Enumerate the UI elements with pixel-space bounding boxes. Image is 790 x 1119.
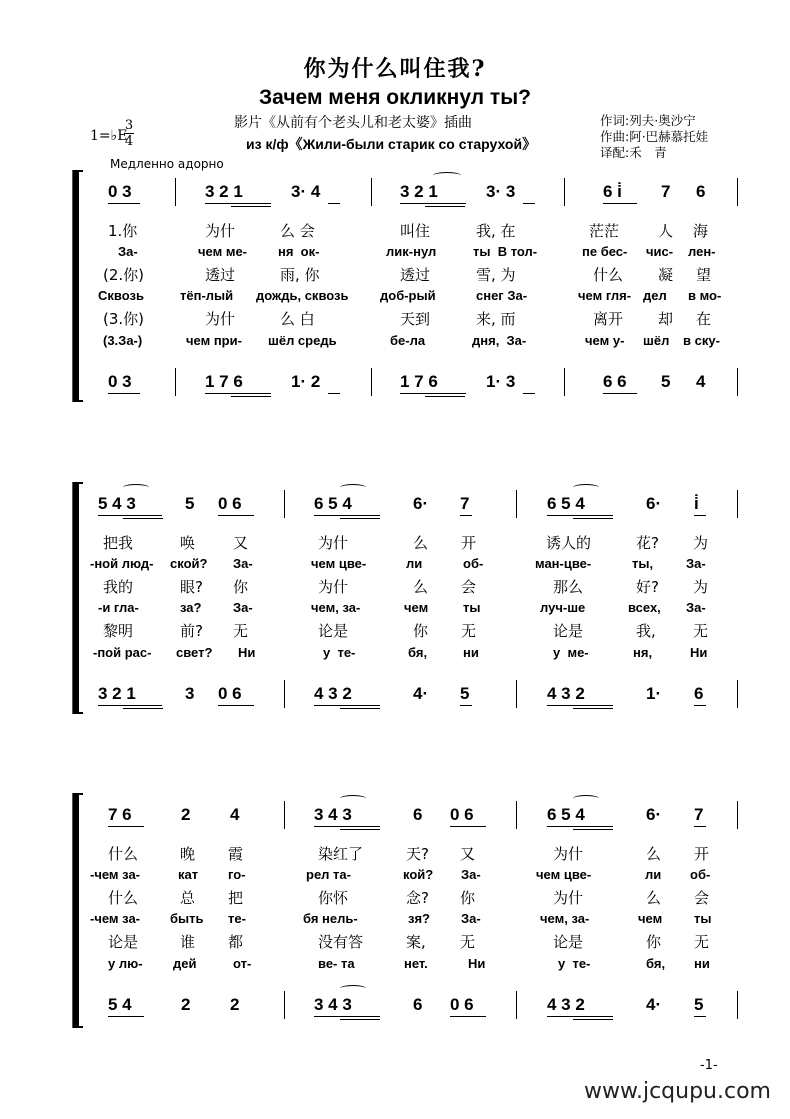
lyric: пе бес-: [582, 244, 628, 259]
lyric: нет.: [404, 956, 428, 971]
lyric: дей: [173, 956, 197, 971]
lyric: Ни: [690, 645, 708, 660]
song-title-chinese: 你为什么叫住我?: [303, 56, 487, 82]
lyric: 为什: [318, 534, 349, 552]
note: 2: [181, 995, 191, 1014]
lyric: 为: [693, 578, 709, 596]
lyric: 无: [233, 622, 249, 640]
lyric: 又: [460, 845, 476, 863]
lyric: 你: [233, 578, 249, 596]
lyric: За-: [233, 600, 253, 615]
lyric: 为: [693, 534, 709, 552]
note: 6: [696, 182, 706, 201]
lyric: 都: [228, 933, 244, 951]
lyric: 论是: [553, 933, 584, 951]
lyric: 天?: [406, 845, 429, 863]
note-group: 1· 3: [486, 372, 516, 391]
staff-system-1: [68, 170, 740, 405]
note: 4·: [646, 995, 662, 1014]
lyric: 没有答: [318, 933, 364, 951]
lyric: 那么: [553, 578, 584, 596]
note-group: 6 5 4: [547, 494, 585, 513]
lyric: 离开: [593, 310, 624, 328]
note-group: 4 3 2: [547, 684, 585, 703]
lyric: ты: [694, 911, 712, 926]
composer-credit: 作曲:阿·巴赫慕托娃: [600, 129, 709, 144]
lyric: 你怀: [318, 889, 349, 907]
lyric: 前?: [180, 622, 203, 640]
lyric: 望: [696, 266, 712, 284]
note: 5: [460, 684, 470, 703]
lyric: -и гла-: [98, 600, 139, 615]
note: 7: [661, 182, 671, 201]
time-signature: 3 4: [124, 118, 134, 149]
lyric: -чем за-: [90, 867, 141, 882]
lyric: чем, за-: [311, 600, 361, 615]
lyric: ман-цве-: [535, 556, 592, 571]
lyric: кат: [178, 867, 199, 882]
lyric: 论是: [553, 622, 584, 640]
lyric: 案,: [406, 933, 426, 951]
lyric: -ной люд-: [90, 556, 154, 571]
note: 6: [413, 995, 423, 1014]
lyric: 天到: [400, 310, 431, 328]
note: i̇: [694, 494, 699, 513]
lyric: 你: [460, 889, 476, 907]
lyric: об-: [463, 556, 484, 571]
lyric: от-: [233, 956, 252, 971]
lyric: 你: [646, 933, 662, 951]
staff-system-2: [68, 482, 740, 717]
note-group: 3 2 1: [98, 684, 136, 703]
lyric: 雨, 你: [280, 266, 320, 284]
note-group: 7 6: [108, 805, 132, 824]
lyric: -чем за-: [90, 911, 141, 926]
lyric: 诱人的: [546, 534, 592, 552]
lyric: Сквозь: [98, 288, 144, 303]
lyric: 无: [460, 933, 476, 951]
lyric: 论是: [318, 622, 349, 640]
note-group: 3 2 1: [205, 182, 243, 201]
lyric: чем цве-: [536, 867, 592, 882]
lyric: у те-: [323, 645, 356, 660]
lyric: в ску-: [683, 333, 720, 348]
lyric: 为什: [205, 222, 236, 240]
lyric: За-: [461, 911, 481, 926]
note: 4: [696, 372, 706, 391]
lyric: 无: [693, 622, 709, 640]
film-subtitle-chinese: 影片《从前有个老头儿和老太婆》插曲: [234, 115, 472, 131]
lyric: 开: [694, 845, 710, 863]
lyric: бе-ла: [390, 333, 426, 348]
lyric: 把: [228, 889, 244, 907]
lyric: 凝: [658, 266, 674, 284]
note: 4: [230, 805, 240, 824]
note: 2: [181, 805, 191, 824]
lyric: 会: [461, 578, 477, 596]
lyric: чем у-: [585, 333, 625, 348]
lyric: 无: [694, 933, 710, 951]
lyric: ни: [694, 956, 710, 971]
lyric: 开: [461, 534, 477, 552]
lyric: 雪, 为: [476, 266, 516, 284]
note-group: 0 6: [218, 684, 242, 703]
note: 5: [185, 494, 195, 513]
lyric: 什么: [108, 889, 139, 907]
note-group: 6 5 4: [547, 805, 585, 824]
song-title-russian: Зачем меня окликнул ты?: [259, 86, 531, 109]
lyric: луч-ше: [540, 600, 586, 615]
lyric: ня ок-: [278, 244, 320, 259]
note: 2: [230, 995, 240, 1014]
note-group: 1 7 6: [205, 372, 243, 391]
note-group: 0 6: [450, 995, 474, 1014]
lyric: 论是: [108, 933, 139, 951]
key-signature: 1=♭E: [90, 128, 128, 144]
tempo-marking: Медленно адорно: [110, 157, 224, 171]
lyric: го-: [228, 867, 246, 882]
note-group: 6 i̇: [603, 182, 622, 201]
lyric: (2.你): [103, 266, 145, 284]
lyric: 在: [696, 310, 712, 328]
lyric: 无: [461, 622, 477, 640]
lyric: чем: [404, 600, 429, 615]
lyric: рел та-: [306, 867, 351, 882]
lyric: 谁: [180, 933, 196, 951]
lyric: у лю-: [108, 956, 143, 971]
lyric: 人: [658, 222, 674, 240]
lyric: чем: [638, 911, 663, 926]
lyric: ня,: [633, 645, 653, 660]
note-group: 3· 4: [291, 182, 321, 201]
lyric: 我,: [636, 622, 656, 640]
lyric: Ни: [238, 645, 256, 660]
lyric: 我的: [103, 578, 134, 596]
lyric: быть: [170, 911, 204, 926]
lyric: ли: [406, 556, 423, 571]
lyric: 1.你: [108, 222, 138, 240]
lyric: тёп-лый: [180, 288, 234, 303]
lyric: чем при-: [186, 333, 242, 348]
lyric: за?: [180, 600, 202, 615]
lyric: 么: [646, 845, 662, 863]
system-bracket: [72, 482, 79, 714]
staff-system-3: [68, 793, 740, 1031]
note-group: 3 2 1: [400, 182, 438, 201]
lyric: ской?: [170, 556, 208, 571]
lyric: 什么: [108, 845, 139, 863]
lyric: чем цве-: [311, 556, 367, 571]
lyric: бя,: [408, 645, 428, 660]
lyric: ве- та: [318, 956, 355, 971]
lyric: снег За-: [476, 288, 528, 303]
lyric: всех,: [628, 600, 661, 615]
note-group: 4 3 2: [314, 684, 352, 703]
note: 4·: [413, 684, 429, 703]
lyric: 么 会: [280, 222, 315, 240]
lyric: 眼?: [180, 578, 203, 596]
lyric: 染红了: [318, 845, 364, 863]
note: 5: [661, 372, 671, 391]
lyric: доб-рый: [380, 288, 436, 303]
lyric: ты: [463, 600, 481, 615]
credits: [600, 113, 708, 161]
lyric: 透过: [400, 266, 431, 284]
lyric: 为什: [318, 578, 349, 596]
lyric: 么 白: [280, 310, 315, 328]
note-group: 5 4 3: [98, 494, 136, 513]
note-group: 1 7 6: [400, 372, 438, 391]
lyric: ли: [645, 867, 662, 882]
note-group: 0 6: [218, 494, 242, 513]
lyric: 黎明: [103, 622, 134, 640]
lyric: об-: [690, 867, 711, 882]
lyric: ты В тол-: [473, 244, 538, 259]
lyricist-credit: 作词:列夫·奥沙宁: [600, 113, 696, 128]
lyric: шёл средь: [268, 333, 337, 348]
film-subtitle-russian: из к/ф《Жили-были старик со старухой》: [246, 136, 537, 152]
lyric: 把我: [103, 534, 134, 552]
lyric: 又: [233, 534, 249, 552]
note-group: 5 4: [108, 995, 132, 1014]
lyric: Ни: [468, 956, 486, 971]
lyric: ты,: [632, 556, 654, 571]
lyric: 却: [658, 310, 674, 328]
note: 3: [185, 684, 195, 703]
note-group: 3 4 3: [314, 805, 352, 824]
note-group: 4 3 2: [547, 995, 585, 1014]
lyric: 什么: [593, 266, 624, 284]
lyric: 念?: [406, 889, 429, 907]
note: 7: [460, 494, 470, 513]
lyric: 你: [413, 622, 429, 640]
lyric: 花?: [636, 534, 659, 552]
lyric: 我, 在: [476, 222, 516, 240]
note-group: 3 4 3: [314, 995, 352, 1014]
lyric: в мо-: [688, 288, 722, 303]
system-bracket: [72, 170, 79, 402]
lyric: 晚: [180, 845, 196, 863]
lyric: За-: [686, 556, 706, 571]
note: 6: [694, 684, 704, 703]
lyric: За-: [686, 600, 706, 615]
translator-credit: 译配:禾 青: [600, 145, 667, 160]
lyric: 么: [413, 578, 429, 596]
lyric: 么: [646, 889, 662, 907]
lyric: кой?: [403, 867, 434, 882]
lyric: дел: [643, 288, 667, 303]
watermark-site: www.jcqupu.com: [584, 1079, 771, 1104]
note: 6: [413, 805, 423, 824]
lyric: 总: [180, 889, 196, 907]
system-bracket: [72, 793, 79, 1028]
lyric: 么: [413, 534, 429, 552]
lyric: -пой рас-: [93, 645, 152, 660]
lyric: лен-: [688, 244, 716, 259]
lyric: бя,: [646, 956, 666, 971]
lyric: у те-: [558, 956, 591, 971]
lyric: (3.За-): [103, 333, 143, 348]
note-group: 6 5 4: [314, 494, 352, 513]
lyric: 为什: [205, 310, 236, 328]
lyric: зя?: [408, 911, 430, 926]
lyric: 唤: [180, 534, 196, 552]
lyric: 透过: [205, 266, 236, 284]
lyric: у ме-: [553, 645, 589, 660]
note-group: 1· 2: [291, 372, 321, 391]
lyric: (3.你): [103, 310, 145, 328]
lyric: шёл: [643, 333, 670, 348]
lyric: 叫住: [400, 222, 431, 240]
lyric: дождь, сквозь: [256, 288, 349, 303]
note-group: 6 6: [603, 372, 627, 391]
lyric: лик-нул: [386, 244, 437, 259]
lyric: 会: [694, 889, 710, 907]
lyric: 海: [693, 222, 709, 240]
lyric: чем ме-: [198, 244, 248, 259]
lyric: 好?: [636, 578, 659, 596]
lyric: дня, За-: [472, 333, 527, 348]
lyric: За-: [233, 556, 253, 571]
lyric: чем, за-: [540, 911, 590, 926]
lyric: За-: [461, 867, 481, 882]
note-group: 0 6: [450, 805, 474, 824]
lyric: те-: [228, 911, 246, 926]
lyric: свет?: [176, 645, 213, 660]
note: 6·: [646, 494, 662, 513]
note: 6·: [646, 805, 662, 824]
note-group: 0 3: [108, 182, 132, 201]
page-number: -1-: [700, 1058, 718, 1073]
lyric: 霞: [228, 845, 244, 863]
lyric: 茫茫: [589, 222, 620, 240]
lyric: чем гля-: [578, 288, 632, 303]
lyric: чис-: [646, 244, 674, 259]
lyric: бя нель-: [303, 911, 358, 926]
lyric: 来, 而: [476, 310, 516, 328]
note: 1·: [646, 684, 662, 703]
lyric: 为什: [553, 845, 584, 863]
lyric: 为什: [553, 889, 584, 907]
lyric: За-: [118, 244, 138, 259]
note: 5: [694, 995, 704, 1014]
lyric: ни: [463, 645, 479, 660]
note: 7: [694, 805, 704, 824]
note-group: 0 3: [108, 372, 132, 391]
note: 6·: [413, 494, 429, 513]
note-group: 3· 3: [486, 182, 516, 201]
